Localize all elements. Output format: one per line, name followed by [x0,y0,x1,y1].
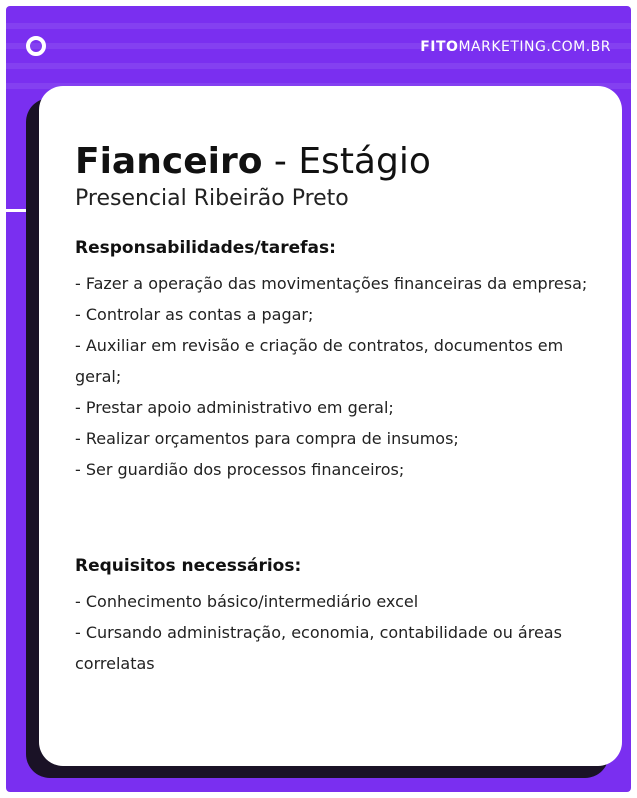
post-frame [6,6,631,792]
list-item: - Conhecimento básico/intermediário excel [75,592,419,611]
list-item: - Fazer a operação das movimentações financeiras da empresa; [75,274,588,293]
job-subtitle: Presencial Ribeirão Preto [75,186,349,211]
job-card [39,86,622,766]
brand-bold-text: FITO [420,39,459,55]
brand-wordmark [420,39,611,55]
list-item: - Controlar as contas a pagar; [75,305,314,324]
job-title [75,141,431,182]
responsibilities-heading: Responsabilidades/tarefas: [75,238,336,258]
job-title-bold: Fianceiro [75,141,263,182]
job-title-rest: - Estágio [262,141,431,182]
requirements-list [75,586,590,679]
list-item: - Prestar apoio administrativo em geral; [75,398,394,417]
list-item: - Cursando administração, economia, contabilidade ou áreas correlatas [75,623,562,673]
list-item: - Realizar orçamentos para compra de insumos; [75,429,459,448]
list-item: - Auxiliar em revisão e criação de contratos, documentos em geral; [75,336,564,386]
requirements-heading: Requisitos necessários: [75,556,302,576]
list-item: - Ser guardião dos processos financeiros; [75,460,405,479]
brand-rest-text: MARKETING.COM.BR [458,39,611,55]
responsibilities-list [75,268,590,485]
ring-logo-icon [26,36,46,56]
